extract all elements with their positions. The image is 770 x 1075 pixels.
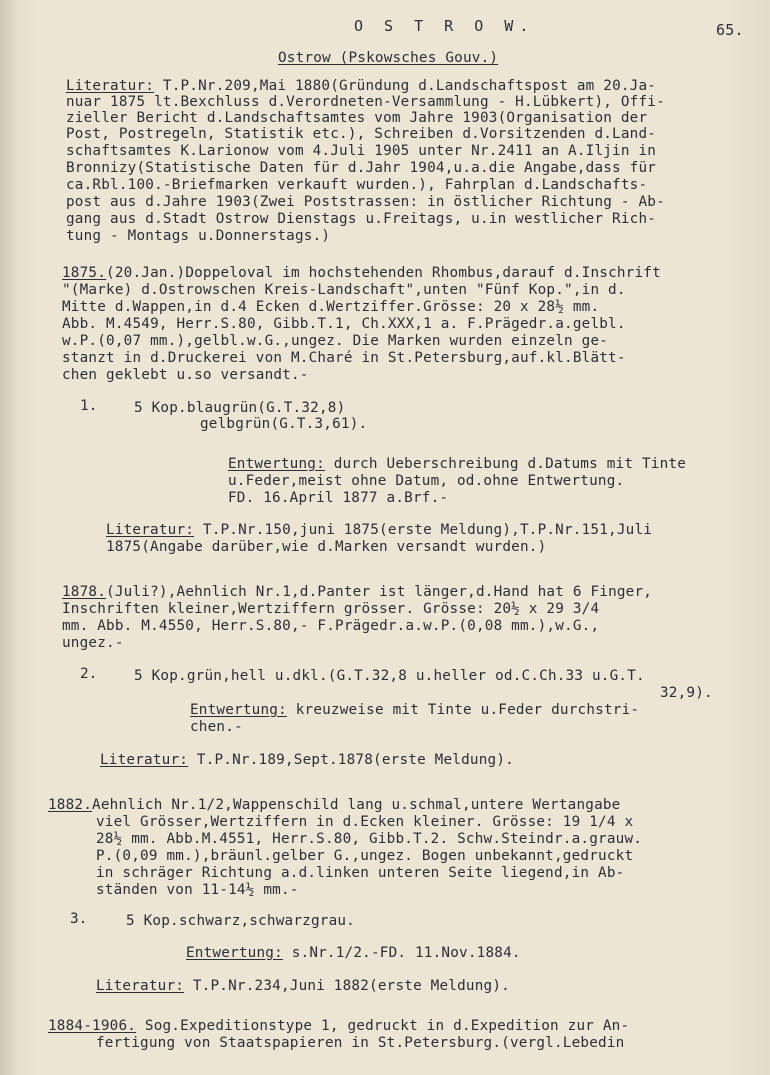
item-line: 5 Kop.blaugrün(G.T.32,8) (134, 400, 346, 416)
entry-line: 28½ mm. Abb.M.4551, Herr.S.80, Gibb.T.2. Schw.Steindr.a.grauw. (96, 831, 643, 847)
item-line: 5 Kop.grün,hell u.dkl.(G.T.32,8 u.heller od.C.Ch.33 u.G.T. (134, 668, 645, 684)
lit-label: Literatur: (100, 752, 189, 768)
lit-line: 1875(Angabe darüber,wie d.Marken versandt wurden.) (106, 539, 547, 555)
entry-line: mm. Abb. M.4550, Herr.S.80,- F.Prägedr.a.w.P.(0,08 mm.),w.G., (62, 618, 600, 634)
entry-line: Abb. M.4549, Herr.S.80, Gibb.T.1, Ch.XXX,1 a. F.Prägedr.a.gelbl. (62, 316, 626, 332)
entry-line: P.(0,09 mm.),bräunl.gelber G.,ungez. Bogen unbekannt,gedruckt (96, 848, 634, 864)
lit-intro-line: gang aus d.Stadt Ostrow Dienstags u.Freitags, u.in westlicher Rich- (66, 211, 657, 227)
cancel-label: Entwertung: (190, 702, 287, 718)
lit-intro-line: tung - Montags u.Donnerstags.) (66, 228, 331, 244)
lit-label: Literatur: (96, 978, 185, 994)
lit-line-0: Literatur: T.P.Nr.189,Sept.1878(erste Meldung). (100, 752, 514, 768)
entry-line: w.P.(0,07 mm.),gelbl.w.G.,ungez. Die Marken wurden einzeln ge- (62, 333, 609, 349)
lit-intro-line: post aus d.Jahre 1903(Zwei Poststrassen: in östlicher Richtung - Ab- (66, 194, 665, 210)
entry-line: Inschriften kleiner,Wertziffern grösser. Grösse: 20½ x 29 3/4 (62, 601, 600, 617)
entry-year: 1884-1906. (48, 1018, 137, 1034)
cancel-line-0: Entwertung: kreuzweise mit Tinte u.Feder durchstri- (190, 702, 640, 718)
item-line: gelbgrün(G.T.3,61). (200, 416, 368, 432)
lit-line-0: Literatur: T.P.Nr.234,Juni 1882(erste Meldung). (96, 978, 510, 994)
entry-year: 1875. (62, 265, 107, 281)
item-number: 2. (80, 666, 98, 682)
entry-1878-line-0: 1878.(Juli?),Aehnlich Nr.1,d.Panter ist länger,d.Hand hat 6 Finger, (62, 584, 653, 600)
lit-intro-line-0: Literatur: T.P.Nr.209,Mai 1880(Gründung d.Landschaftspost am 20.Ja- (66, 78, 657, 94)
page-number: 65. (716, 21, 744, 39)
entry-year: 1882. (48, 797, 93, 813)
entry-line: chen geklebt u.so versandt.- (62, 367, 309, 383)
entry-line: ungez.- (62, 635, 124, 651)
page-header-title: O S T R O W. (354, 17, 535, 35)
entry-line: "(Marke) d.Ostrowschen Kreis-Landschaft",unten "Fünf Kop.",in d. (62, 282, 626, 298)
entry-1884-line-0: 1884-1906. Sog.Expeditionstype 1, gedruckt in d.Expedition zur An- (48, 1018, 630, 1034)
section-subtitle: Ostrow (Pskowsches Gouv.) (278, 50, 499, 66)
item-number: 1. (80, 398, 98, 414)
lit-intro-line: Post, Postregeln, Statistik etc.), Schreiben d.Vorsitzenden d.Land- (66, 126, 657, 142)
lit-intro-line: nuar 1875 lt.Bexchluss d.Verordneten-Versammlung - H.Lübkert), Offi- (66, 94, 665, 110)
entry-year: 1878. (62, 584, 107, 600)
entry-line: stanzt in d.Druckerei von M.Charé in St.Petersburg,auf.kl.Blätt- (62, 350, 626, 366)
cancel-line: chen.- (190, 719, 243, 735)
lit-intro-line: Bronnizy(Statistische Daten für d.Jahr 1904,u.a.die Angabe,dass für (66, 160, 657, 176)
entry-line: Mitte d.Wappen,in d.4 Ecken d.Wertziffer.Grösse: 20 x 28½ mm. (62, 299, 600, 315)
cancel-line: u.Feder,meist ohne Datum, od.ohne Entwertung. (228, 473, 625, 489)
cancel-line-0: Entwertung: s.Nr.1/2.-FD. 11.Nov.1884. (186, 945, 521, 961)
entry-1875-line-0: 1875.(20.Jan.)Doppeloval im hochstehenden Rhombus,darauf d.Inschrift (62, 265, 661, 281)
cancel-label: Entwertung: (186, 945, 283, 961)
entry-line: viel Grösser,Wertziffern in d.Ecken kleiner. Grösse: 19 1/4 x (96, 814, 634, 830)
cancel-line: FD. 16.April 1877 a.Brf.- (228, 490, 449, 506)
item-line: 5 Kop.schwarz,schwarzgrau. (126, 913, 355, 929)
lit-intro-label: Literatur: (66, 78, 155, 94)
lit-intro-line: zieller Bericht d.Landschaftsamtes vom Jahre 1903(Organisation der (66, 110, 648, 126)
item-number: 3. (70, 911, 88, 927)
lit-label: Literatur: (106, 522, 195, 538)
lit-intro-line: schaftsamtes K.Larionow vom 4.Juli 1905 unter Nr.2411 an A.Iljin in (66, 143, 657, 159)
entry-line: in schräger Richtung a.d.linken unteren Seite liegend,in Ab- (96, 865, 625, 881)
lit-line-0: Literatur: T.P.Nr.150,juni 1875(erste Meldung),T.P.Nr.151,Juli (106, 522, 653, 538)
lit-intro-line: ca.Rbl.100.-Briefmarken verkauft wurden.), Fahrplan d.Landschafts- (66, 177, 648, 193)
entry-line: fertigung von Staatspapieren in St.Petersburg.(vergl.Lebedin (96, 1035, 625, 1051)
item-line: 32,9). (660, 685, 713, 701)
entry-1882-line-0: 1882.Aehnlich Nr.1/2,Wappenschild lang u.schmal,untere Wertangabe (48, 797, 621, 813)
entry-line: ständen von 11-14½ mm.- (96, 882, 299, 898)
cancel-line-0: Entwertung: durch Ueberschreibung d.Datums mit Tinte (228, 456, 686, 472)
cancel-label: Entwertung: (228, 456, 325, 472)
